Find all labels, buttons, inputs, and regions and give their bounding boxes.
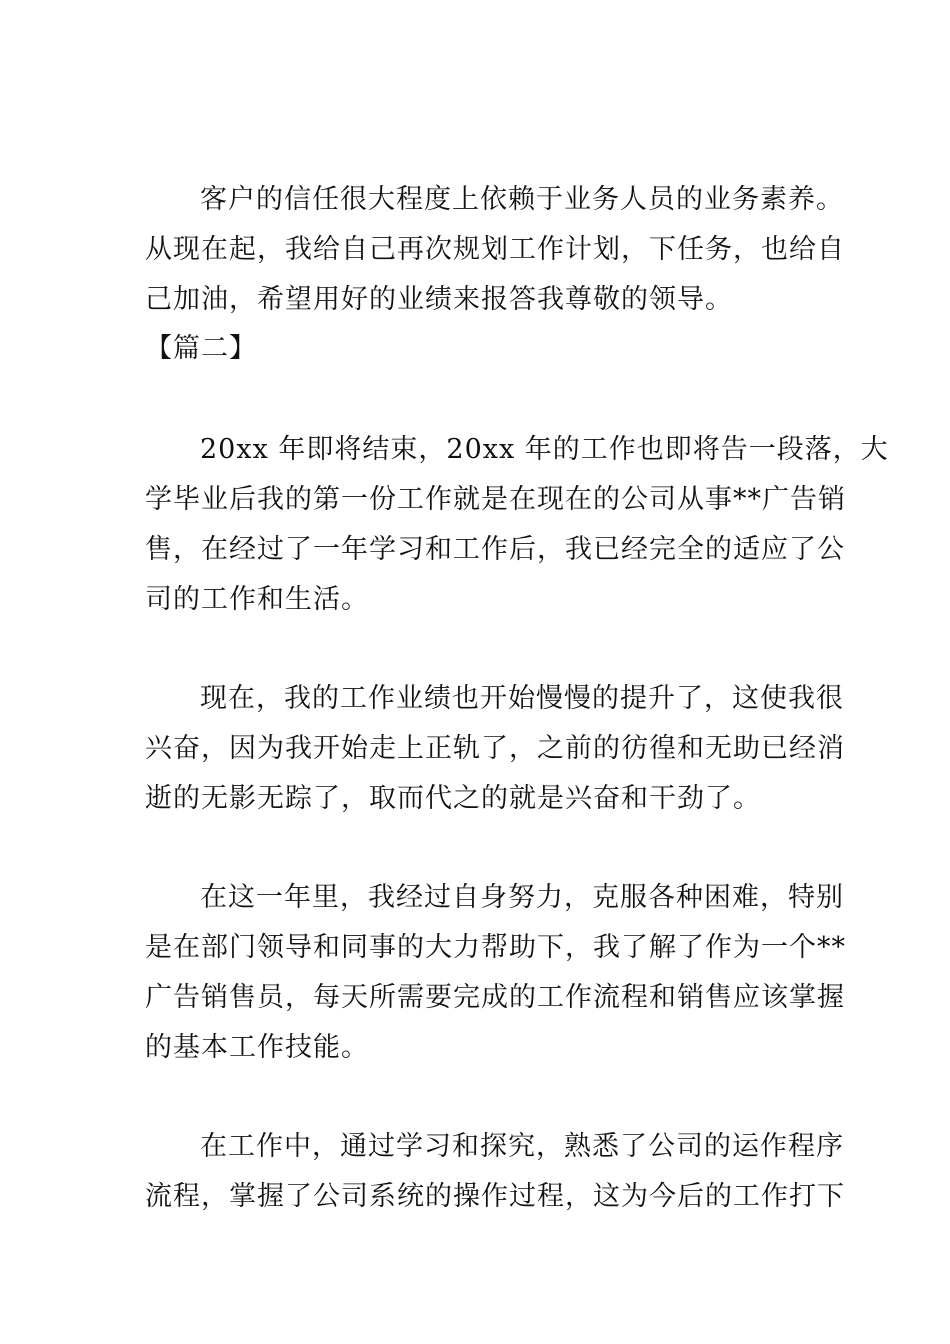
paragraph-3-line-2: 兴奋，因为我开始走上正轨了，之前的彷徨和无助已经消 xyxy=(145,733,845,764)
paragraph-4-line-1: 在这一年里，我经过自身努力，克服各种困难，特别 xyxy=(200,882,844,913)
section-heading: 【篇二】 xyxy=(145,333,257,364)
paragraph-5-line-1: 在工作中，通过学习和探究，熟悉了公司的运作程序 xyxy=(200,1131,844,1162)
paragraph-4-line-4: 的基本工作技能。 xyxy=(145,1032,369,1063)
paragraph-3-line-1: 现在，我的工作业绩也开始慢慢的提升了，这使我很 xyxy=(200,683,844,714)
paragraph-4-line-2: 是在部门领导和同事的大力帮助下，我了解了作为一个** xyxy=(145,932,846,963)
paragraph-1-line-1: 客户的信任很大程度上依赖于业务人员的业务素养。 xyxy=(200,184,844,215)
paragraph-3-line-3: 逝的无影无踪了，取而代之的就是兴奋和干劲了。 xyxy=(145,783,761,814)
paragraph-2-line-2: 学毕业后我的第一份工作就是在现在的公司从事**广告销 xyxy=(145,484,846,515)
paragraph-5-line-2: 流程，掌握了公司系统的操作过程，这为今后的工作打下 xyxy=(145,1181,845,1212)
paragraph-2-line-4: 司的工作和生活。 xyxy=(145,584,369,615)
paragraph-1-line-3: 己加油，希望用好的业绩来报答我尊敬的领导。 xyxy=(145,284,733,315)
paragraph-2-line-1: 20xx 年即将结束，20xx 年的工作也即将告一段落，大 xyxy=(200,434,889,465)
paragraph-2-line-3: 售，在经过了一年学习和工作后，我已经完全的适应了公 xyxy=(145,534,845,565)
paragraph-4-line-3: 广告销售员，每天所需要完成的工作流程和销售应该掌握 xyxy=(145,982,845,1013)
paragraph-1-line-2: 从现在起，我给自己再次规划工作计划，下任务，也给自 xyxy=(145,234,845,265)
